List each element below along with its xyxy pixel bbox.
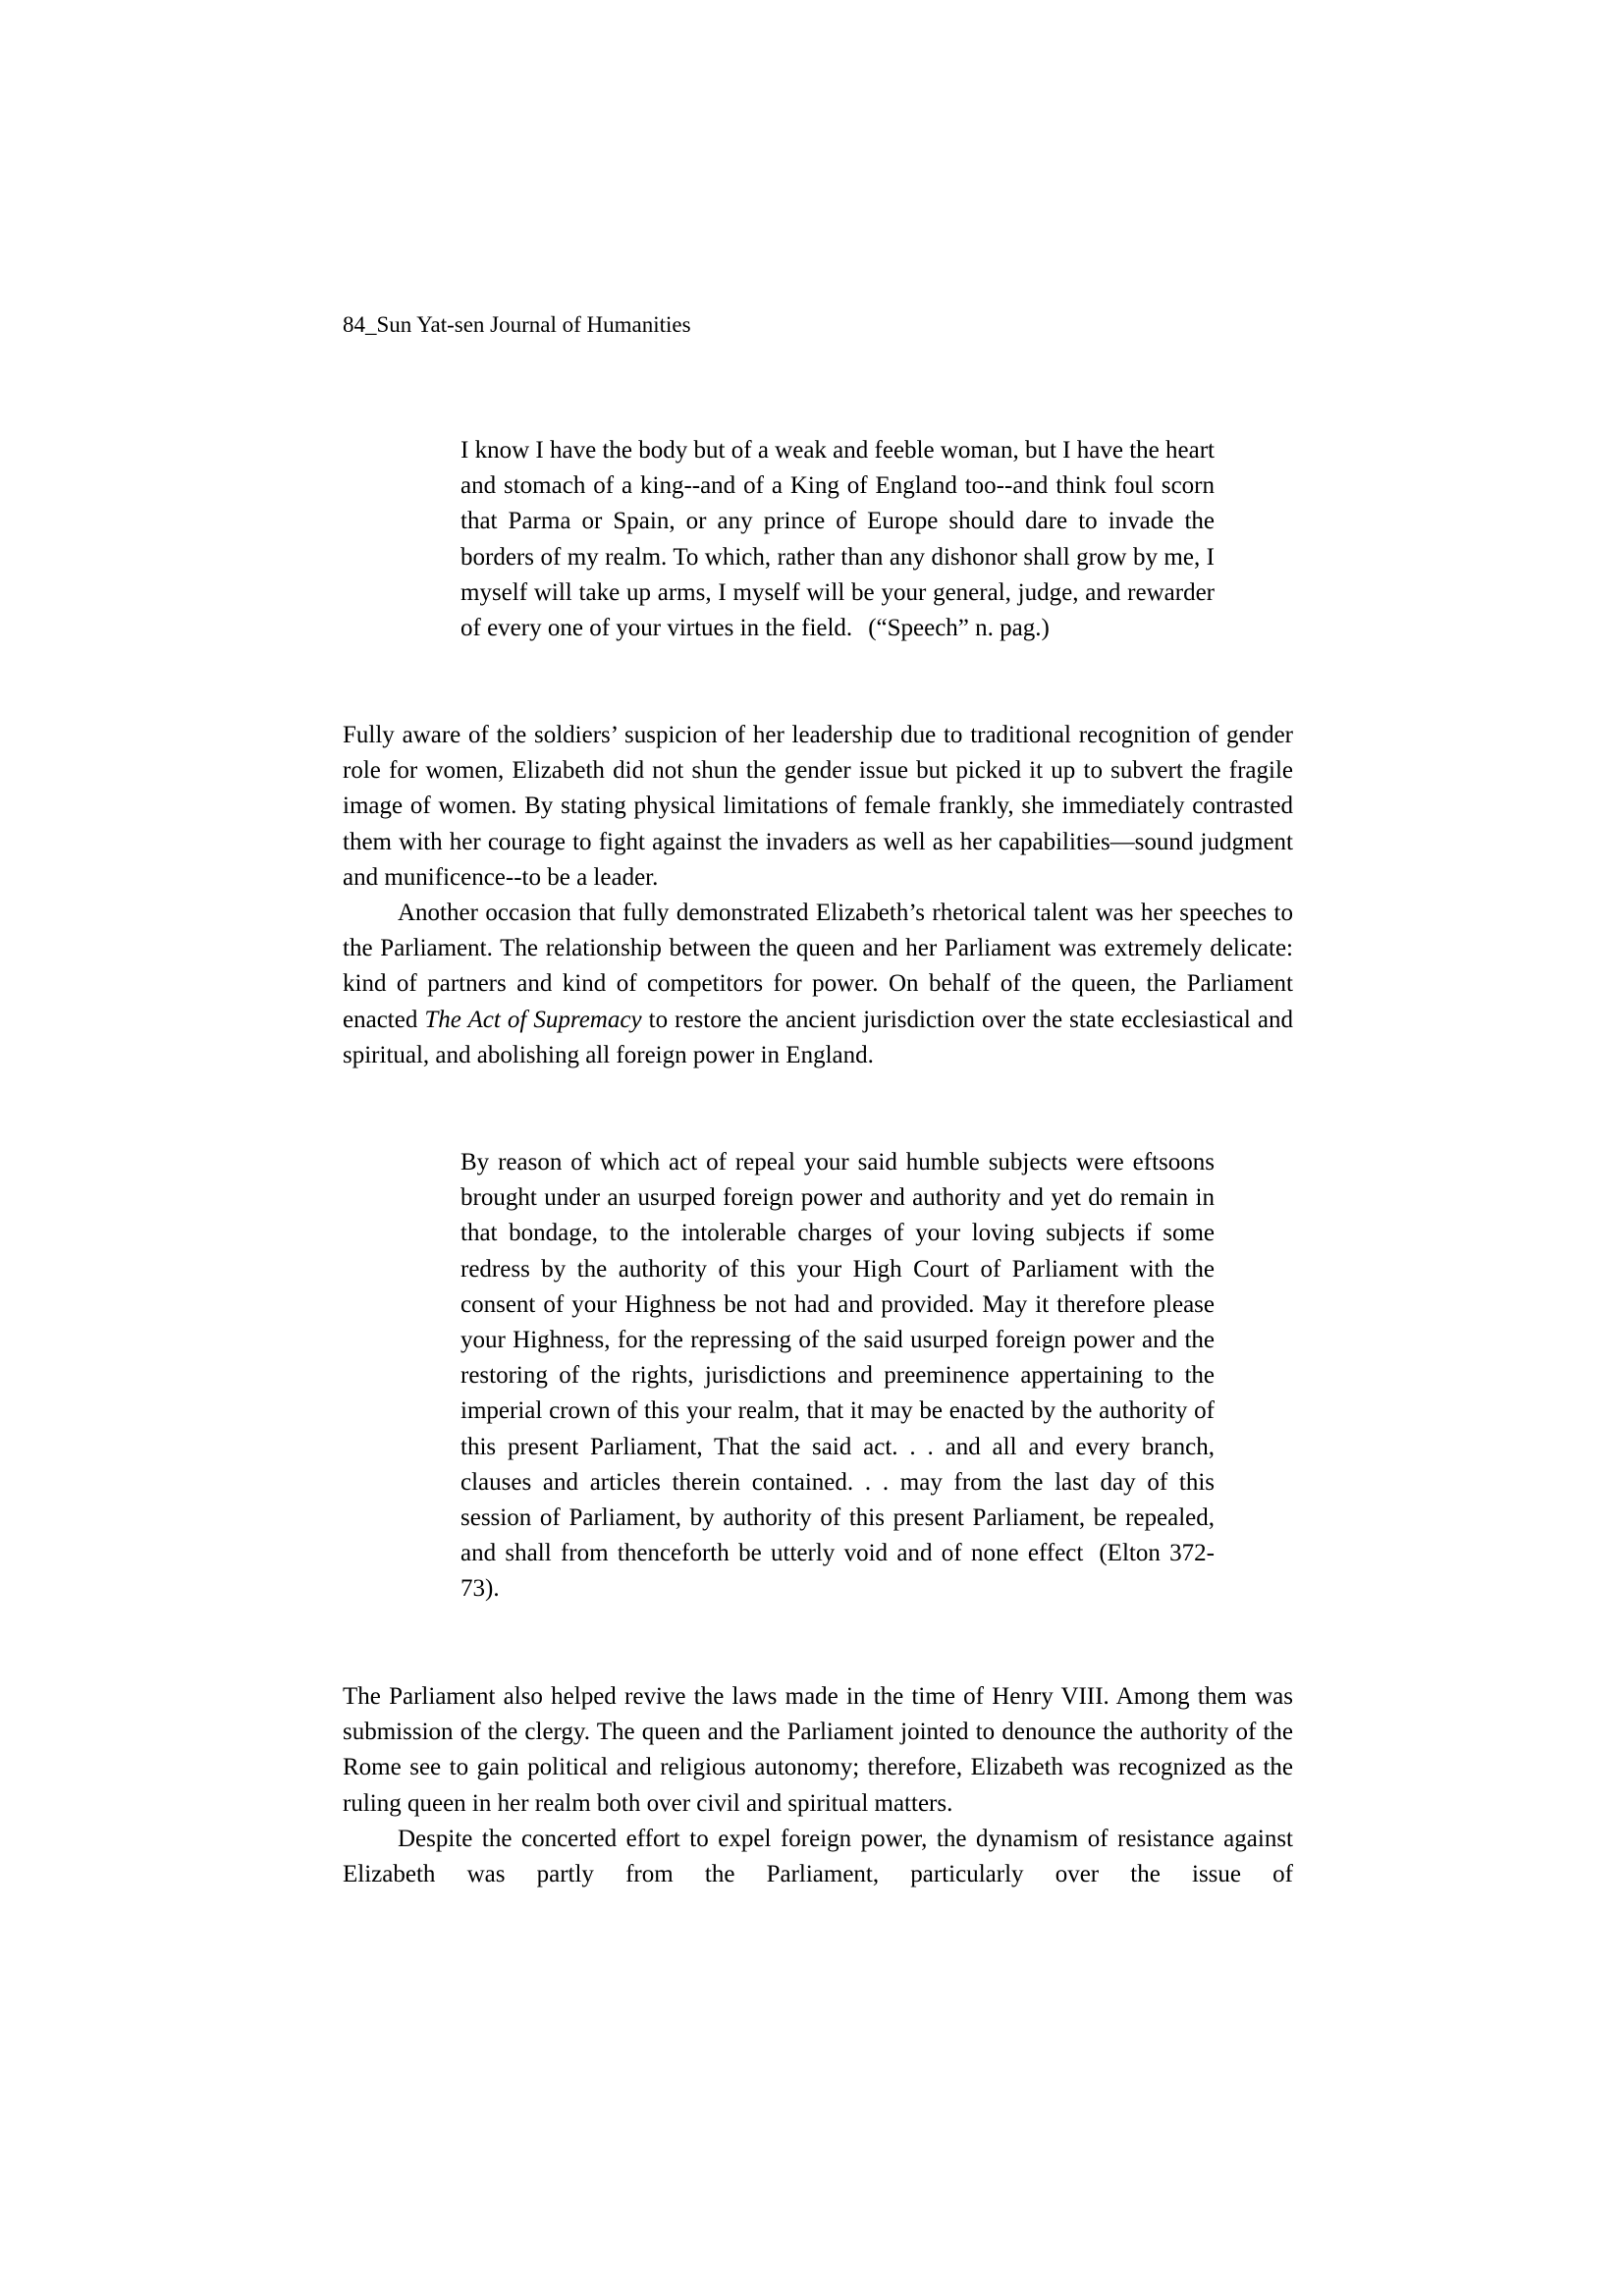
quote-act-citation: (Elton 372-73).: [460, 1540, 1215, 1603]
quote-speech-citation: (“Speech” n. pag.): [868, 615, 1050, 642]
body-text-1: [343, 718, 1293, 1073]
paragraph-parliament-before: Another occasion that fully demonstrated Elizabeth’s rhetorical talent was her speeches to the Parliament. The relationship between the queen and her Parliament was extremely delicate: kind of partners and kind of competitors for power. On behalf of the queen, the Parliament enacted: [343, 900, 1293, 1033]
paragraph-parliament-after: to restore the ancient jurisdiction over the state ecclesiastical and spiritual, and abolishing all foreign power in England.: [343, 1006, 1293, 1068]
act-title: The Act of Supremacy: [424, 1006, 642, 1033]
paragraph-henry: The Parliament also helped revive the laws made in the time of Henry VIII. Among them was submission of the clergy. The queen and the Parliament jointed to denounce the authority of the Rome see to gain political and religious autonomy; therefore, Elizabeth was recognized as the ruling queen in her realm both over civil and spiritual matters.: [343, 1683, 1293, 1817]
body-text-2: [343, 1679, 1293, 1892]
quote-speech-text: I know I have the body but of a weak and feeble woman, but I have the heart and stomach of a king--and of a King of England too--and think foul scorn that Parma or Spain, or any prince of Europe should dare to invade the borders of my realm. To which, rather than any dishonor shall grow by me, I myself will take up arms, I myself will be your general, judge, and rewarder of every one of your virtues in the field.: [460, 437, 1215, 642]
block-quote-speech: [460, 433, 1215, 646]
paragraph-gender: Fully aware of the soldiers’ suspicion of her leadership due to traditional recognition of gender role for women, Elizabeth did not shun the gender issue but picked it up to subvert the fragile image of women. By stating physical limitations of female frankly, she immediately contrasted them with her courage to fight against the invaders as well as her capabilities—sound judgment and munificence--to be a leader.: [343, 722, 1293, 891]
paragraph-parliament: [343, 896, 1293, 1073]
running-head: 84_Sun Yat-sen Journal of Humanities: [343, 312, 691, 337]
quote-act-text: By reason of which act of repeal your said humble subjects were eftsoons brought under an usurped foreign power and authority and yet do remain in that bondage, to the intolerable charges of your loving subjects if some redress by the authority of this your High Court of Parliament with the consent of your Highness be not had and provided. May it therefore please your Highness, for the repressing of the said usurped foreign power and the restoring of the rights, jurisdictions and preeminence appertaining to the imperial crown of this your realm, that it may be enacted by the authority of this present Parliament, That the said act. . . and all and every branch, clauses and articles therein contained. . . may from the last day of this session of Parliament, by authority of this present Parliament, be repealed, and shall from thenceforth be utterly void and of none effect: [460, 1149, 1215, 1567]
paragraph-resistance: Despite the concerted effort to expel foreign power, the dynamism of resistance against Elizabeth was partly from the Parliament, particularly over the issue of: [343, 1825, 1293, 1888]
block-quote-act: [460, 1145, 1215, 1608]
